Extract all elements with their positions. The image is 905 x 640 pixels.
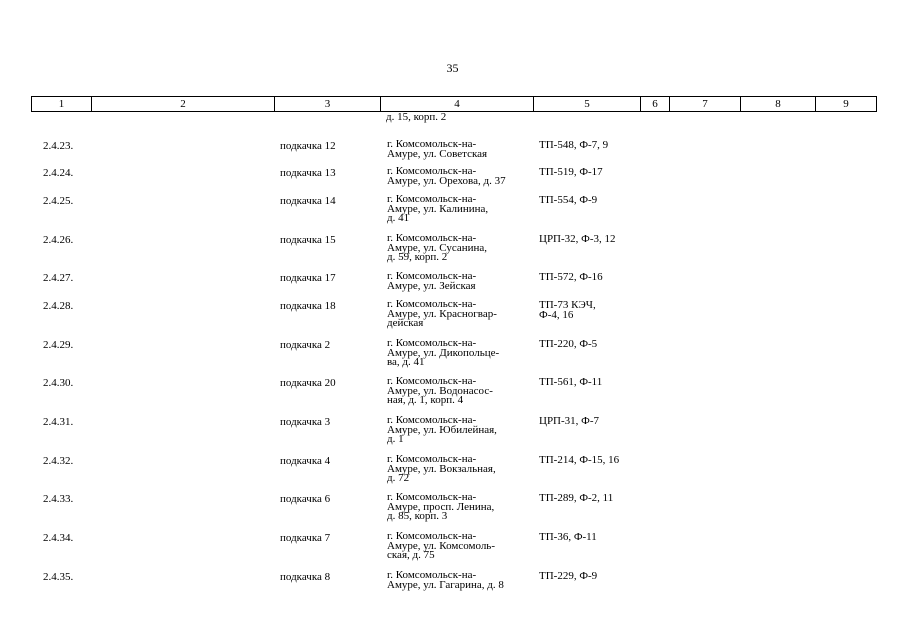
row-number: 2.4.24. [43,167,74,179]
row-number: 2.4.27. [43,272,74,284]
object-address: г. Комсомольск-на- Амуре, ул. Калинина, д. 41 [387,193,489,225]
power-source: ТП-36, Ф-11 [539,531,597,543]
object-name: подкачка 4 [280,455,331,467]
column-number-header [31,96,877,112]
object-name: подкачка 6 [280,493,331,505]
address-continuation: д. 15, корп. 2 [386,111,447,123]
power-source: ТП-561, Ф-11 [539,376,603,388]
header-col-8: 8 [741,97,816,112]
row-number: 2.4.28. [43,300,74,312]
row-number: 2.4.23. [43,140,74,152]
object-name: подкачка 2 [280,339,331,351]
row-number: 2.4.32. [43,455,74,467]
object-address: г. Комсомольск-на- Амуре, ул. Советская [387,138,488,160]
object-address: г. Комсомольск-на- Амуре, ул. Водонасос- ная, д. 1, корп. 4 [387,375,493,407]
object-address: г. Комсомольск-на- Амуре, ул. Юбилейная, д. 1 [387,414,497,446]
row-number: 2.4.34. [43,532,74,544]
object-name: подкачка 12 [280,140,336,152]
power-source: ТП-572, Ф-16 [539,271,603,283]
power-source: ТП-73 КЭЧ, Ф-4, 16 [539,299,596,321]
row-number: 2.4.26. [43,234,74,246]
power-source: ЦРП-32, Ф-3, 12 [539,233,616,245]
header-col-6: 6 [641,97,670,112]
object-address: г. Комсомольск-на- Амуре, ул. Комсомоль- ская, д. 75 [387,530,495,562]
header-col-9: 9 [816,97,877,112]
power-source: ТП-214, Ф-15, 16 [539,454,620,466]
object-name: подкачка 8 [280,571,331,583]
row-number: 2.4.25. [43,195,74,207]
power-source: ТП-554, Ф-9 [539,194,598,206]
row-number: 2.4.31. [43,416,74,428]
power-source: ТП-229, Ф-9 [539,570,598,582]
power-source: ТП-548, Ф-7, 9 [539,139,609,151]
power-source: ТП-519, Ф-17 [539,166,603,178]
header-col-7: 7 [670,97,741,112]
object-name: подкачка 20 [280,377,336,389]
object-name: подкачка 18 [280,300,336,312]
object-address: г. Комсомольск-на- Амуре, ул. Гагарина, д. 8 [387,569,504,591]
object-address: г. Комсомольск-на- Амуре, ул. Дикопольце- ва, д. 41 [387,337,500,369]
object-name: подкачка 13 [280,167,336,179]
object-address: г. Комсомольск-на- Амуре, ул. Сусанина, д. 59, корп. 2 [387,232,488,264]
object-address: г. Комсомольск-на- Амуре, ул. Орехова, д. 37 [387,165,506,187]
power-source: ТП-289, Ф-2, 11 [539,492,614,504]
object-address: г. Комсомольск-на- Амуре, ул. Зейская [387,270,477,292]
header-col-1: 1 [32,97,92,112]
page-number: 35 [446,61,459,75]
power-source: ЦРП-31, Ф-7 [539,415,600,427]
object-name: подкачка 15 [280,234,336,246]
row-number: 2.4.29. [43,339,74,351]
object-name: подкачка 7 [280,532,331,544]
object-name: подкачка 17 [280,272,336,284]
header-col-2: 2 [92,97,275,112]
object-name: подкачка 14 [280,195,336,207]
row-number: 2.4.30. [43,377,74,389]
header-col-3: 3 [275,97,381,112]
object-name: подкачка 3 [280,416,331,428]
row-number: 2.4.35. [43,571,74,583]
object-address: г. Комсомольск-на- Амуре, ул. Вокзальная, д. 72 [387,453,496,485]
header-col-4: 4 [381,97,534,112]
row-number: 2.4.33. [43,493,74,505]
object-address: г. Комсомольск-на- Амуре, просп. Ленина, д. 85, корп. 3 [387,491,495,523]
object-address: г. Комсомольск-на- Амуре, ул. Красногвар- дейская [387,298,497,330]
power-source: ТП-220, Ф-5 [539,338,598,350]
header-col-5: 5 [534,97,641,112]
